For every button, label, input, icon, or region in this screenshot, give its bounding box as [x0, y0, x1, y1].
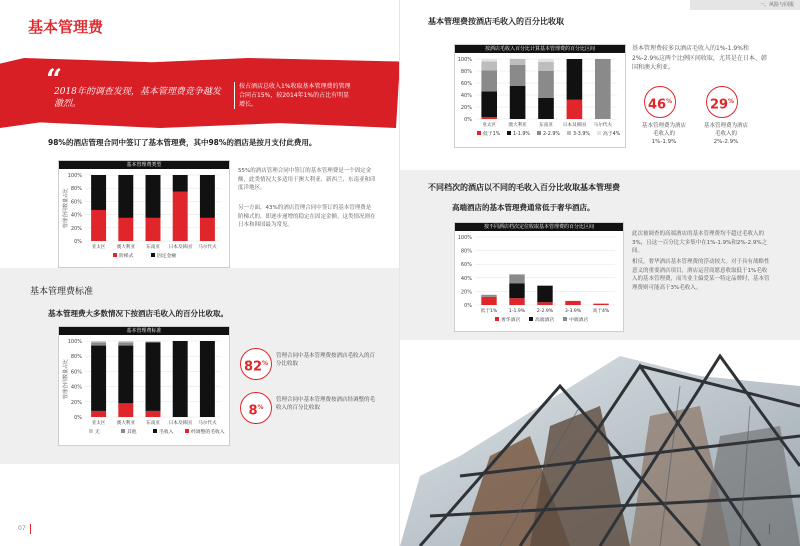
glass-building-image	[400, 346, 800, 546]
x-tick-label: 亚太区	[482, 123, 497, 128]
bar-segment	[509, 298, 524, 305]
bar-segment	[146, 411, 161, 417]
y-tick-label: 60%	[70, 369, 82, 376]
chart-title: 按酒店毛收入百分比计算基本管理费的百分比区间	[455, 45, 625, 53]
bar-segment	[567, 100, 583, 119]
x-tick-label: 澳大利亚	[508, 123, 527, 128]
bar-segment	[538, 71, 554, 98]
bar-segment	[173, 341, 188, 417]
section-title-2: 不同档次的酒店以不同的毛收入百分比收取基本管理费	[428, 183, 620, 192]
bar-segment	[200, 218, 215, 241]
x-tick-label: 高于4%	[592, 309, 610, 314]
bar-segment	[91, 346, 106, 411]
stat-value: 46	[647, 97, 667, 113]
y-tick-label: 80%	[460, 69, 472, 75]
bar-segment	[118, 343, 133, 346]
bar-segment	[173, 175, 188, 192]
right-page	[400, 0, 800, 546]
y-tick-label: 0%	[74, 239, 82, 245]
y-tick-label: 80%	[70, 354, 82, 361]
bar-segment	[146, 218, 161, 241]
y-tick-label: 0%	[74, 415, 82, 421]
stat-unit: %	[666, 98, 673, 105]
section-title-1: 基本管理费按酒店毛收入的百分比收取	[428, 17, 564, 26]
y-tick-label: 80%	[70, 186, 82, 193]
bar-segment	[146, 342, 161, 343]
bar-segment	[481, 117, 497, 119]
y-tick-label: 40%	[460, 93, 472, 99]
legend-swatch	[495, 317, 499, 321]
x-tick-label: 日本及韩国	[562, 123, 586, 128]
quote-mark-icon: “	[46, 63, 63, 96]
y-tick-label: 20%	[460, 105, 472, 111]
legend-swatch	[529, 317, 533, 321]
bar-segment	[595, 59, 611, 119]
legend-label: 奢华酒店	[501, 318, 521, 323]
y-tick-label: 60%	[460, 81, 472, 87]
x-tick-label: 东南亚	[539, 123, 553, 128]
x-tick-label: 马尔代夫	[593, 123, 612, 128]
legend-swatch	[597, 131, 601, 135]
bar-segment	[118, 346, 133, 404]
stat-text: 管理合同中基本管理费按酒店毛收入的百分比收取	[276, 353, 376, 367]
bar-segment	[510, 65, 526, 86]
stat-text: 基本管理费为酒店毛收入的2%-2.9%	[704, 123, 749, 145]
chart-fee-standard	[58, 326, 230, 446]
legend-swatch	[151, 253, 155, 257]
bar-segment	[91, 411, 106, 417]
legend-swatch	[185, 429, 189, 433]
x-tick-label: 日本及韩国	[168, 421, 192, 426]
stat-circle-8	[240, 392, 272, 424]
bar-segment	[567, 59, 583, 100]
legend-swatch	[121, 429, 125, 433]
bar-segment	[118, 218, 133, 241]
stat-unit: %	[257, 404, 264, 411]
side-text: 基本管理费较多以酒店毛收入的1%-1.9%和2%-2.9%这两个比例区间收取，尤其是在日本、韩国和澳大利亚。	[632, 45, 767, 71]
note-luxury: 相反，奢华酒店基本管理费的浮动较大。对于具有战略性意义的重要酒店项目，酒店运营商愿意收取低于1%毛收入的基本管理费，而当业主偏爱某一特定品牌时，基本管理费则可能高于3%毛收入。	[632, 259, 770, 291]
stat-circle-82	[240, 348, 272, 380]
chart-fee-range	[454, 44, 626, 148]
x-tick-label: 日本及韩国	[168, 245, 192, 250]
y-tick-label: 100%	[67, 173, 82, 179]
chart-hotel-class	[454, 222, 624, 332]
bar-segment	[538, 59, 554, 62]
stat-text: 管理合同中基本管理费按酒店经调整的毛收入的百分比收取	[276, 397, 376, 411]
stat-text: 基本管理费为酒店毛收入的1%-1.9%	[642, 123, 687, 145]
y-axis-label: 管理合同数量占比	[63, 358, 69, 400]
legend-label: 固定金额	[157, 254, 177, 259]
x-tick-label: 澳大利亚	[116, 421, 135, 426]
bar-segment	[537, 285, 552, 286]
bar-segment	[538, 98, 554, 119]
y-tick-label: 60%	[460, 262, 472, 269]
chart-fee-range-svg	[455, 53, 625, 147]
y-tick-label: 40%	[70, 212, 82, 219]
bar-segment	[91, 210, 106, 241]
y-tick-label: 100%	[457, 235, 472, 241]
x-tick-label: 东南亚	[146, 421, 160, 426]
page-title: 基本管理费	[28, 18, 104, 36]
chart-fee-standard-svg	[59, 335, 229, 445]
page-number-bar	[769, 524, 770, 534]
x-tick-label: 亚太区	[91, 421, 106, 426]
stat-value: 29	[709, 97, 729, 113]
bar-segment	[91, 341, 106, 343]
x-tick-label: 马尔代夫	[198, 245, 217, 250]
legend-swatch	[563, 317, 567, 321]
bar-segment	[481, 295, 496, 297]
quote-side-text: 按占酒店总收入1%收取基本管理费的管理合同占15%，较2014年1%的占比有明显增长。	[234, 82, 354, 109]
bar-segment	[146, 343, 161, 411]
x-tick-label: 亚太区	[91, 245, 106, 250]
y-tick-label: 40%	[70, 384, 82, 391]
bar-segment	[200, 175, 215, 218]
section-subtitle: 基本管理费大多数情况下按酒店毛收入的百分比收取。	[48, 309, 228, 318]
legend-label: 经调整的毛收入	[191, 430, 225, 435]
section-subtitle-2: 高端酒店的基本管理费通常低于奢华酒店。	[452, 203, 595, 212]
x-tick-label: 1-1.9%	[508, 309, 526, 314]
bar-segment	[509, 274, 524, 283]
stat-value: 8	[248, 403, 258, 419]
legend-swatch	[89, 429, 93, 433]
bar-segment	[510, 86, 526, 119]
legend-label: 高于4%	[603, 132, 621, 137]
legend-swatch	[477, 131, 481, 135]
stat-unit: %	[262, 360, 269, 367]
chart-title: 按不同酒店档次定位收取基本管理费的百分比区间	[455, 223, 623, 231]
chart-fee-type	[58, 160, 230, 268]
bar-segment	[538, 62, 554, 71]
chart-fee-type-svg	[59, 169, 229, 267]
legend-label: 高端酒店	[535, 318, 555, 323]
y-axis-label: 管理合同数量占比	[63, 187, 69, 229]
y-tick-label: 100%	[67, 339, 82, 345]
x-tick-label: 低于1%	[480, 309, 498, 314]
legend-swatch	[113, 253, 117, 257]
page-number: 08	[776, 525, 784, 532]
legend-label: 3-3.9%	[573, 132, 590, 137]
legend-label: 其他	[127, 430, 137, 435]
y-tick-label: 20%	[70, 225, 82, 232]
stat-circle-29	[706, 86, 738, 118]
legend-label: 2-2.9%	[543, 132, 560, 137]
y-tick-label: 100%	[457, 57, 472, 63]
legend-label: 中端酒店	[569, 318, 589, 323]
x-tick-label: 2-2.9%	[536, 309, 554, 314]
legend-label: 阶梯式	[119, 254, 134, 259]
bar-segment	[118, 403, 133, 417]
y-tick-label: 0%	[464, 303, 472, 309]
x-tick-label: 澳大利亚	[116, 245, 135, 250]
page-number: 07	[18, 525, 26, 532]
x-tick-label: 马尔代夫	[198, 421, 217, 426]
header-tag: 一、风险与回报	[690, 0, 800, 10]
bar-segment	[146, 341, 161, 342]
bar-segment	[118, 341, 133, 343]
bar-segment	[510, 59, 526, 65]
note-tiered: 另一方面，43%的酒店管理合同中签订的基本管理费是阶梯式的，即逐步递增的稳定在固定金额。这类情况则在日本和韩国最为常见。	[238, 205, 376, 228]
legend-swatch	[153, 429, 157, 433]
bar-segment	[481, 70, 497, 91]
legend-label: 无	[95, 430, 100, 435]
bar-segment	[91, 343, 106, 346]
bar-segment	[481, 61, 497, 70]
chart-title: 基本管理费类型	[59, 161, 229, 169]
y-tick-label: 40%	[460, 275, 472, 282]
bar-segment	[91, 175, 106, 210]
bar-segment	[118, 175, 133, 218]
bar-segment	[537, 286, 552, 302]
building-photo	[400, 346, 800, 546]
bar-segment	[593, 304, 608, 305]
page-number-bar	[30, 524, 31, 534]
bar-segment	[537, 302, 552, 305]
bar-segment	[509, 283, 524, 298]
legend-swatch	[537, 131, 541, 135]
x-tick-label: 3-3.9%	[564, 309, 582, 314]
y-tick-label: 80%	[460, 248, 472, 255]
stat-unit: %	[728, 98, 735, 105]
stat-circle-46	[644, 86, 676, 118]
legend-label: 低于1%	[483, 132, 501, 137]
note-upscale: 此次被调查的高端酒店的基本管理费均不超过毛收入的3%，且这一百分比大多集中在1%-1.9%和2%-2.9%之间。	[632, 231, 768, 254]
bar-segment	[146, 175, 161, 218]
legend-label: 毛收入	[159, 430, 174, 435]
bar-segment	[173, 192, 188, 242]
y-tick-label: 60%	[70, 199, 82, 206]
y-tick-label: 0%	[464, 117, 472, 123]
legend-swatch	[567, 131, 571, 135]
y-tick-label: 20%	[460, 289, 472, 296]
y-tick-label: 20%	[70, 399, 82, 406]
bar-segment	[200, 341, 215, 417]
intro-text: 98%的酒店管理合同中签订了基本管理费，其中98%的酒店是按月支付此费用。	[48, 138, 317, 147]
quote-text: 2018年的调查发现，基本管理费竞争越发激烈。	[54, 87, 221, 109]
legend-swatch	[507, 131, 511, 135]
bar-segment	[481, 59, 497, 61]
legend-label: 1-1.9%	[513, 132, 530, 137]
section-title: 基本管理费标准	[30, 287, 94, 297]
note-fixed: 55%的酒店管理合同中签订的基本管理费是一个固定金额，此类情况大多适用于澳大利亚、新西兰、东南亚和印度洋地区。	[238, 168, 376, 191]
chart-title: 基本管理费标准	[59, 327, 229, 335]
x-tick-label: 东南亚	[146, 245, 160, 250]
bar-segment	[481, 91, 497, 117]
bar-segment	[565, 301, 580, 305]
chart-hotel-class-svg	[455, 231, 623, 331]
stat-value: 82	[243, 359, 263, 375]
bar-segment	[481, 297, 496, 305]
